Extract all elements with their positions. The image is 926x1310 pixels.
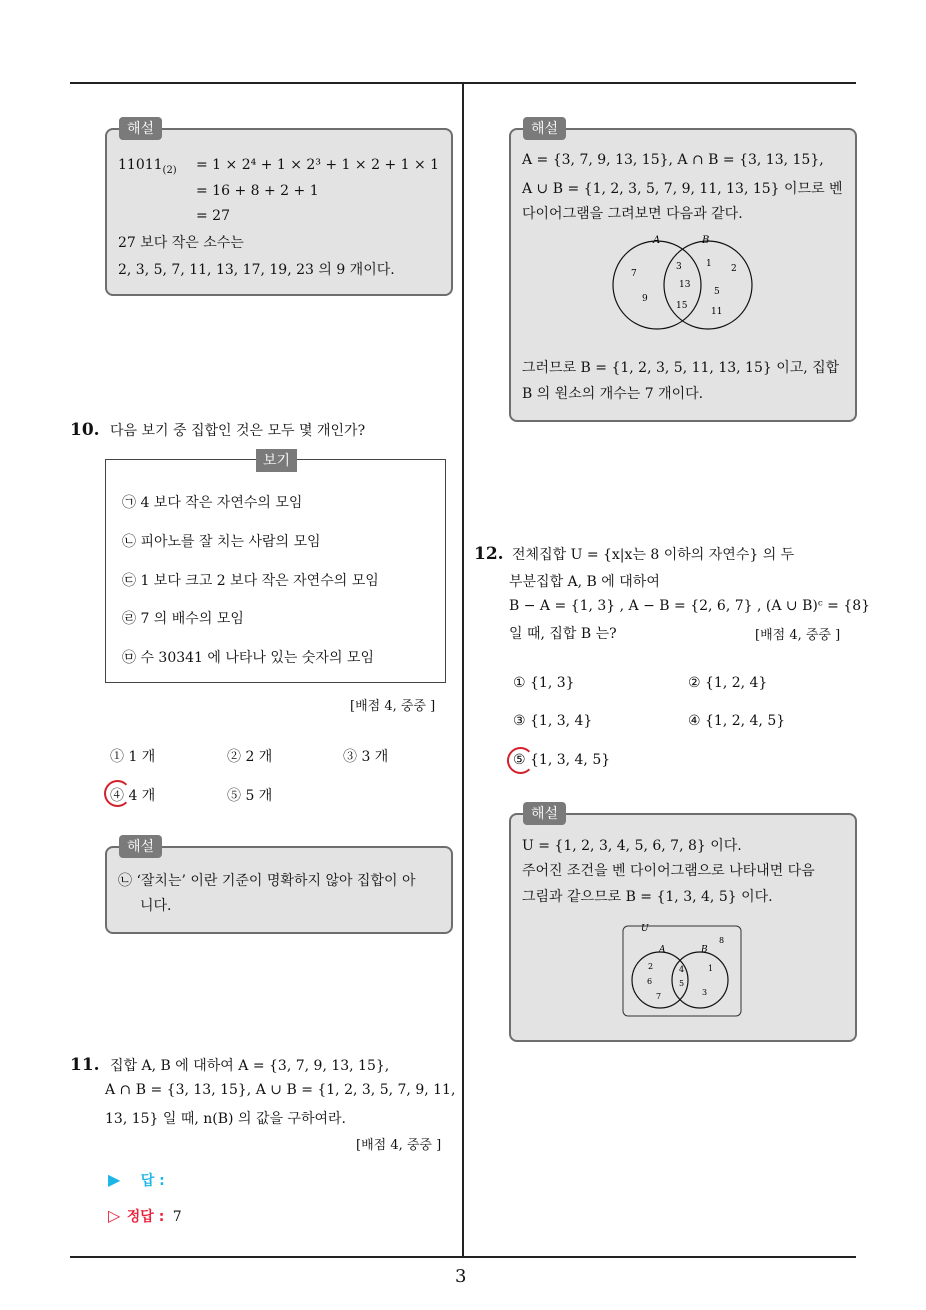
q10-choice-4[interactable]: ④ 4 개 — [110, 788, 156, 804]
q11-line2: A ∩ B = {3, 13, 15}, A ∪ B = {1, 2, 3, 5, 7, 9, 11, — [105, 1082, 456, 1098]
q11-number: 11. — [70, 1055, 100, 1075]
sol4-line2: 주어진 조건을 벤 다이어그램으로 나타내면 다음 — [522, 863, 815, 879]
venn1-b-5: 5 — [714, 287, 720, 297]
venn2-out-8: 8 — [719, 936, 725, 945]
solution-tag-2: 해설 — [119, 835, 162, 858]
sol1-line5: 2, 3, 5, 7, 11, 13, 17, 19, 23 의 9 개이다. — [118, 262, 395, 278]
q11-points: [배점 4, 중중 ] — [356, 1138, 442, 1153]
q10-number: 10. — [70, 420, 100, 440]
sol1-line4: 27 보다 작은 소수는 — [118, 235, 244, 251]
q11-line3: 13, 15} 일 때, n(B) 의 값을 구하여라. — [105, 1111, 346, 1127]
sol1-row2: = 16 + 8 + 2 + 1 — [196, 183, 319, 199]
q12-choice-1[interactable]: ① {1, 3} — [513, 675, 575, 691]
sol1-row1-rhs: = 1 × 2⁴ + 1 × 2³ + 1 × 2 + 1 × 1 — [196, 157, 440, 173]
solution-tag-4: 해설 — [523, 802, 566, 825]
bogi-item-3: ㉢ 1 보다 크고 2 보다 작은 자연수의 모임 — [122, 573, 379, 589]
venn2-label-a: A — [659, 945, 666, 955]
sol1-row1-lhs: $11011_{(2)}$ — [118, 157, 177, 176]
bottom-rule — [70, 1256, 856, 1258]
venn1-label-b: B — [702, 235, 710, 246]
answer-label: 답 : — [140, 1173, 165, 1189]
q10-points: [배점 4, 중중 ] — [350, 699, 436, 714]
q12-choice-3[interactable]: ③ {1, 3, 4} — [513, 713, 593, 729]
solution-tag-1: 해설 — [119, 117, 162, 140]
sol1-row3: = 27 — [196, 208, 230, 224]
venn2-a-2: 2 — [648, 962, 654, 971]
q12-points: [배점 4, 중중 ] — [755, 628, 841, 643]
venn1-a-7: 7 — [631, 269, 637, 279]
correct-value: 7 — [172, 1209, 182, 1225]
q12-choice-4[interactable]: ④ {1, 2, 4, 5} — [688, 713, 786, 729]
sol2-line1: ㉡ ‘잘치는’ 이란 기준이 명확하지 않아 집합이 아 — [118, 873, 416, 889]
venn-diagram-1 — [600, 230, 770, 335]
answer-arrow-icon: ▶ — [108, 1170, 121, 1189]
solution-tag-3: 해설 — [523, 117, 566, 140]
bogi-item-2: ㉡ 피아노를 잘 치는 사람의 모임 — [122, 534, 321, 550]
sol3-line3: 다이어그램을 그려보면 다음과 같다. — [522, 206, 743, 222]
sol3-line2: A ∪ B = {1, 2, 3, 5, 7, 9, 11, 13, 15} 이므로 벤 — [522, 181, 843, 197]
q12-choice-2[interactable]: ② {1, 2, 4} — [688, 675, 768, 691]
q10-text: 다음 보기 중 집합인 것은 모두 몇 개인가? — [110, 423, 366, 439]
q10-choice-3[interactable]: ③ 3 개 — [343, 749, 389, 765]
q12-line1-row — [474, 544, 794, 564]
venn1-both-15: 15 — [676, 301, 688, 311]
venn2-b-1: 1 — [708, 964, 714, 973]
solution-box-2 — [105, 846, 453, 934]
q12-line2: 부분집합 A, B 에 대하여 — [509, 574, 660, 590]
q10-choice-1[interactable]: ① 1 개 — [110, 749, 156, 765]
venn2-b-3: 3 — [702, 988, 708, 997]
q12-selected-mark — [507, 747, 534, 774]
q12-line3: B − A = {1, 3} , A − B = {2, 6, 7} , (A ∪ B)ᶜ = {8} — [509, 598, 871, 614]
correct-label: 정답 : — [126, 1209, 165, 1225]
venn1-b-1: 1 — [706, 259, 712, 269]
venn1-label-a: A — [653, 235, 661, 246]
q11-answer-row — [108, 1170, 165, 1190]
sol4-line1: U = {1, 2, 3, 4, 5, 6, 7, 8} 이다. — [522, 838, 742, 854]
q10-selected-mark — [104, 780, 131, 807]
bogi-item-4: ㉣ 7 의 배수의 모임 — [122, 611, 244, 627]
sol3-line4: 그러므로 B = {1, 2, 3, 5, 11, 13, 15} 이고, 집합 — [522, 360, 840, 376]
page-number: 3 — [455, 1266, 467, 1287]
venn2-a-6: 6 — [647, 977, 653, 986]
venn2-both-5: 5 — [679, 979, 685, 988]
venn2-label-b: B — [701, 945, 708, 955]
q12-line4: 일 때, 집합 B 는? — [509, 626, 617, 642]
q12-line1: 전체집합 U = {x|x는 8 이하의 자연수} 의 두 — [512, 547, 795, 563]
q10-choice-2[interactable]: ② 2 개 — [227, 749, 273, 765]
sol3-line5: B 의 원소의 개수는 7 개이다. — [522, 386, 704, 402]
venn-diagram-2 — [620, 920, 745, 1020]
bogi-item-5: ㉤ 수 30341 에 나타나 있는 숫자의 모임 — [122, 650, 374, 666]
sol2-line2: 니다. — [140, 898, 172, 914]
venn2-both-4: 4 — [679, 965, 685, 974]
correct-arrow-icon: ▷ — [108, 1206, 121, 1225]
venn2-label-u: U — [641, 924, 649, 934]
q11-correct-row — [108, 1206, 182, 1226]
venn1-b-11: 11 — [711, 307, 723, 317]
q12-choice-5[interactable]: ⑤ {1, 3, 4, 5} — [513, 752, 611, 768]
q12-number: 12. — [474, 544, 504, 564]
sol3-line1: A = {3, 7, 9, 13, 15}, A ∩ B = {3, 13, 15}, — [522, 152, 824, 168]
column-divider — [462, 82, 464, 1257]
q10-choice-5[interactable]: ⑤ 5 개 — [227, 788, 273, 804]
venn1-both-13: 13 — [679, 280, 691, 290]
bogi-item-1: ㉠ 4 보다 작은 자연수의 모임 — [122, 495, 303, 511]
q11-line1-row — [70, 1055, 389, 1075]
q11-line1: 집합 A, B 에 대하여 A = {3, 7, 9, 13, 15}, — [110, 1058, 390, 1074]
venn1-circle-b — [664, 241, 752, 329]
bogi-tag: 보기 — [256, 449, 297, 472]
sol4-line3: 그림과 같으므로 B = {1, 3, 4, 5} 이다. — [522, 889, 773, 905]
venn1-both-3: 3 — [676, 262, 682, 272]
venn1-a-9: 9 — [642, 294, 648, 304]
venn2-a-7: 7 — [656, 992, 662, 1001]
q10-header — [70, 420, 365, 440]
venn1-b-2: 2 — [731, 264, 737, 274]
